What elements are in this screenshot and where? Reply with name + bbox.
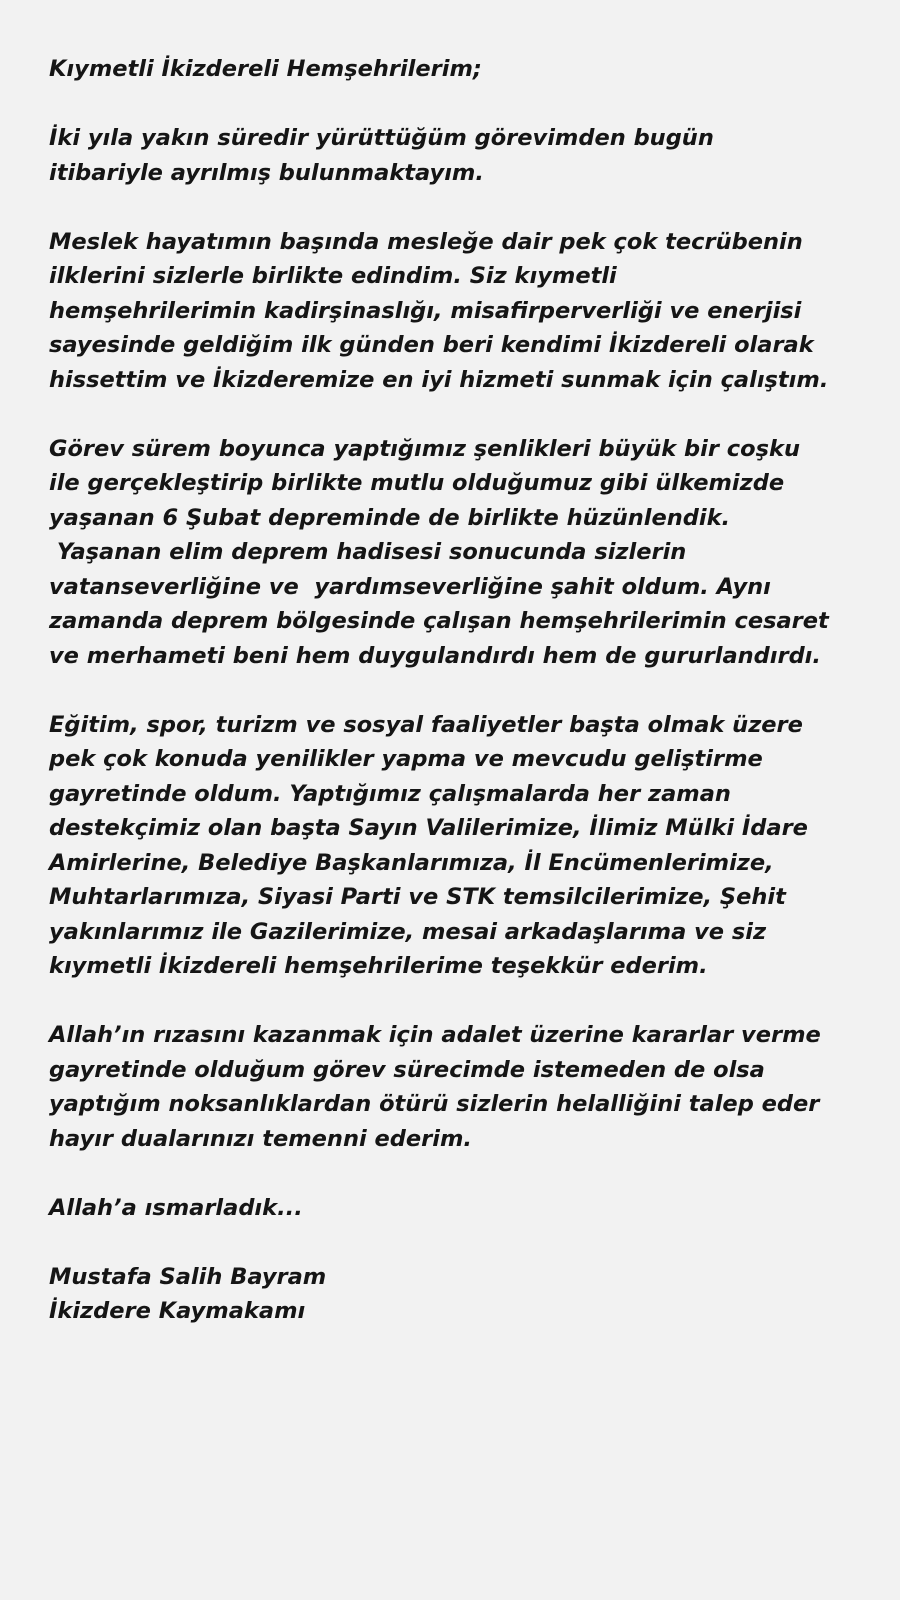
greeting-text: Kıymetli İkizdereli Hemşehrilerim; <box>49 56 482 82</box>
paragraph-4 <box>49 708 879 984</box>
letter-body <box>49 52 879 1329</box>
signature-title: İkizdere Kaymakamı <box>49 1298 306 1324</box>
paragraph-line: Muhtarlarımıza, Siyasi Parti ve STK temsilcilerimize, Şehit <box>49 884 786 910</box>
paragraph-line: ile gerçekleştirip birlikte mutlu olduğumuz gibi ülkemizde <box>49 470 785 496</box>
paragraph-line: Görev sürem boyunca yaptığımız şenlikleri büyük bir coşku <box>49 435 800 462</box>
paragraph-line: hemşehrilerimin kadirşinaslığı, misafirperverliği ve enerjisi <box>49 297 802 324</box>
paragraph-line: yaptığım noksanlıklardan ötürü sizlerin helalliğini talep eder <box>49 1091 820 1117</box>
paragraph-line: yaşanan 6 Şubat depreminde de birlikte hüzünlendik. <box>49 504 731 531</box>
paragraph-1 <box>49 121 879 190</box>
paragraph-line: vatanseverliğine ve yardımseverliğine şahit oldum. Aynı <box>49 573 771 600</box>
paragraph-line: Eğitim, spor, turizm ve sosyal faaliyetler başta olmak üzere <box>49 711 803 738</box>
paragraph-line: yakınlarımız ile Gazilerimize, mesai arkadaşlarıma ve siz <box>49 918 767 945</box>
paragraph-line: Yaşanan elim deprem hadisesi sonucunda sizlerin <box>49 539 687 565</box>
letter-greeting <box>49 52 879 87</box>
paragraph-line: gayretinde oldum. Yaptığımız çalışmalarda her zaman <box>49 780 731 807</box>
paragraph-line: destekçimiz olan başta Sayın Valilerimize, İlimiz Mülki İdare <box>49 815 808 841</box>
paragraph-3 <box>49 432 879 674</box>
paragraph-line: Allah’ın rızasını kazanmak için adalet üzerine kararlar verme <box>49 1022 821 1048</box>
paragraph-line: pek çok konuda yenilikler yapma ve mevcudu geliştirme <box>49 746 763 772</box>
letter-signature <box>49 1260 879 1329</box>
paragraph-2 <box>49 225 879 398</box>
paragraph-line: zamanda deprem bölgesinde çalışan hemşehrilerimin cesaret <box>49 608 829 634</box>
paragraph-line: Amirlerine, Belediye Başkanlarımıza, İl Encümenlerimize, <box>49 849 774 876</box>
paragraph-line: hissettim ve İkizderemize en iyi hizmeti sunmak için çalıştım. <box>49 366 829 393</box>
paragraph-line: İki yıla yakın süredir yürüttüğüm görevimden bugün <box>49 125 714 151</box>
paragraph-line: kıymetli İkizdereli hemşehrilerime teşekkür ederim. <box>49 953 708 979</box>
letter-closing <box>49 1191 879 1226</box>
closing-text: Allah’a ısmarladık... <box>49 1194 303 1221</box>
paragraph-line: itibariyle ayrılmış bulunmaktayım. <box>49 159 484 186</box>
paragraph-line: gayretinde olduğum görev sürecimde istemeden de olsa <box>49 1056 765 1083</box>
paragraph-line: Meslek hayatımın başında mesleğe dair pek çok tecrübenin <box>49 228 803 255</box>
paragraph-line: sayesinde geldiğim ilk günden beri kendimi İkizdereli olarak <box>49 332 814 358</box>
signature-name: Mustafa Salih Bayram <box>49 1263 327 1290</box>
paragraph-line: hayır dualarınızı temenni ederim. <box>49 1125 472 1152</box>
paragraph-line: ilklerini sizlerle birlikte edindim. Siz kıymetli <box>49 263 617 289</box>
paragraph-line: ve merhameti beni hem duygulandırdı hem de gururlandırdı. <box>49 642 821 669</box>
paragraph-5 <box>49 1018 879 1156</box>
